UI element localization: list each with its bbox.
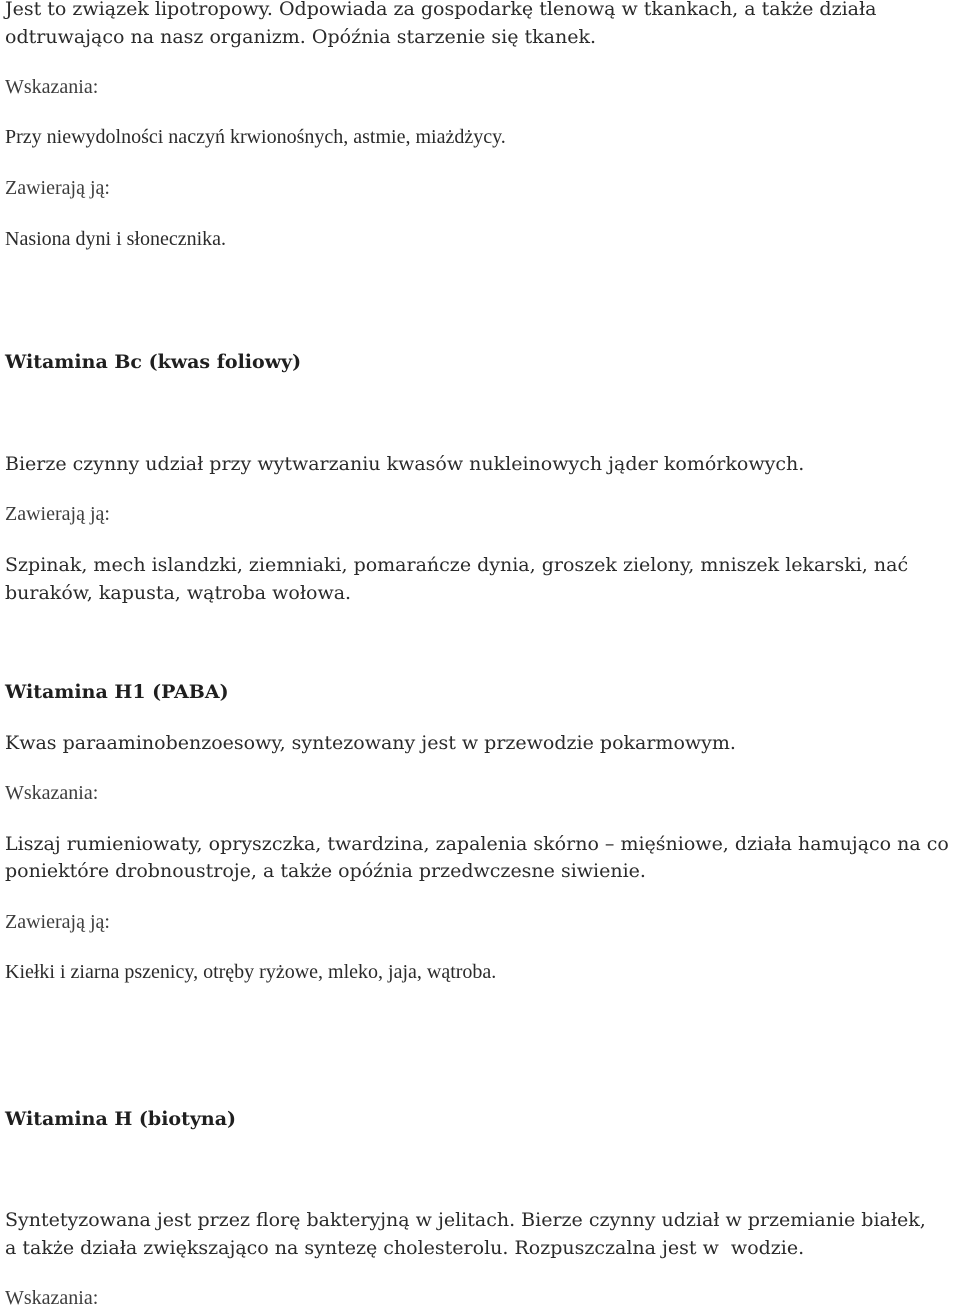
contains-label: Zawierają ją: xyxy=(5,177,110,199)
heading-vitamin-bc: Witamina Bc (kwas foliowy) xyxy=(5,351,302,373)
vitamin-bc-description: Bierze czynny udział przy wytwarzaniu kwasów nukleinowych jąder komórkowych. xyxy=(5,453,805,475)
vitamin-bc-contains-label: Zawierają ją: xyxy=(5,503,110,525)
intro-text-line-2: odtruwająco na nasz organizm. Opóźnia starzenie się tkanek. xyxy=(5,26,597,48)
indications-label: Wskazania: xyxy=(5,76,99,98)
vitamin-h-description-line-1: Syntetyzowana jest przez florę bakteryjną w jelitach. Bierze czynny udział w przemianie białek, xyxy=(5,1209,926,1231)
vitamin-h-indications-label: Wskazania: xyxy=(5,1287,99,1309)
heading-vitamin-h1: Witamina H1 (PABA) xyxy=(5,681,229,703)
vitamin-h-description-line-2: a także działa zwiększająco na syntezę cholesterolu. Rozpuszczalna jest w wodzie. xyxy=(5,1237,805,1259)
vitamin-h1-contains-label: Zawierają ją: xyxy=(5,911,110,933)
vitamin-h1-description: Kwas paraaminobenzoesowy, syntezowany jest w przewodzie pokarmowym. xyxy=(5,732,736,754)
vitamin-h1-indications-label: Wskazania: xyxy=(5,782,99,804)
indications-text: Przy niewydolności naczyń krwionośnych, astmie, miażdżycy. xyxy=(5,126,506,148)
vitamin-bc-contains-line-2: buraków, kapusta, wątroba wołowa. xyxy=(5,582,352,604)
vitamin-bc-contains-line-1: Szpinak, mech islandzki, ziemniaki, pomarańcze dynia, groszek zielony, mniszek lekarski, nać xyxy=(5,554,909,576)
vitamin-h1-contains-text: Kiełki i ziarna pszenicy, otręby ryżowe, mleko, jaja, wątroba. xyxy=(5,961,497,983)
intro-text-line-1: Jest to związek lipotropowy. Odpowiada za gospodarkę tlenową w tkankach, a także działa xyxy=(5,0,877,20)
vitamin-h1-indications-line-1: Liszaj rumieniowaty, opryszczka, twardzina, zapalenia skórno – mięśniowe, działa hamująco na co xyxy=(5,833,949,855)
heading-vitamin-h: Witamina H (biotyna) xyxy=(5,1108,237,1130)
contains-text: Nasiona dyni i słonecznika. xyxy=(5,228,227,250)
vitamin-h1-indications-line-2: poniektóre drobnoustroje, a także opóźnia przedwczesne siwienie. xyxy=(5,860,646,882)
